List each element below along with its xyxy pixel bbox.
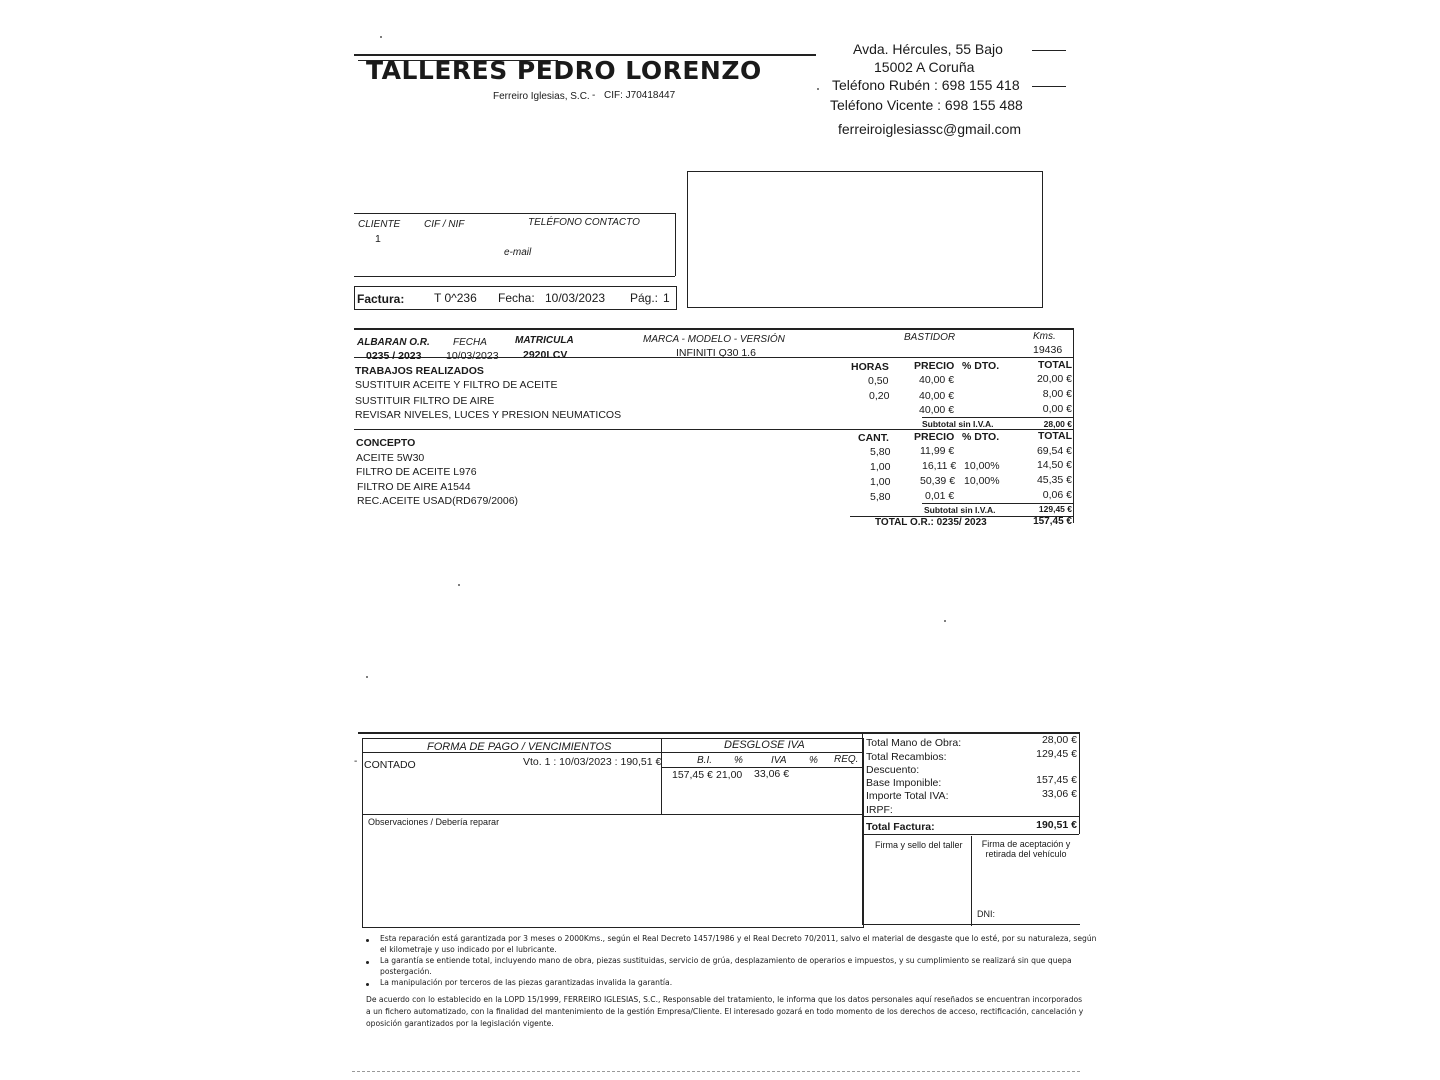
forma-pago-title: FORMA DE PAGO / VENCIMIENTOS	[427, 741, 612, 753]
totals-bottom-rule	[862, 834, 1079, 835]
concepto-header-precio: PRECIO	[914, 431, 955, 443]
albaran-header-or: ALBARAN O.R.	[357, 337, 430, 348]
footer-bullet-text: La manipulación por terceros de las piezas garantizadas invalida la garantía.	[380, 978, 673, 987]
albaran-value-or: 0235 / 2023	[366, 350, 422, 362]
trabajos-header-precio: PRECIO	[914, 360, 955, 372]
trabajos-subtotal-rule	[922, 417, 1074, 418]
pag-value: 1	[663, 291, 670, 305]
trabajos-title: TRABAJOS REALIZADOS	[355, 365, 484, 377]
client-box-right	[675, 213, 676, 276]
concepto-row-desc: FILTRO DE ACEITE L976	[356, 466, 477, 478]
email-label: e-mail	[504, 247, 532, 258]
address-window-box	[687, 171, 1043, 308]
trabajos-header-horas: HORAS	[851, 361, 889, 373]
concepto-row-total: 14,50 €	[1036, 459, 1072, 471]
totals-left-rule	[862, 734, 863, 924]
trabajo-row-total: 0,00 €	[1042, 403, 1072, 415]
albaran-value-marca: INFINITI Q30 1.6	[676, 347, 756, 359]
totals-row-label: Total Recambios:	[866, 751, 947, 763]
address-line-1: Avda. Hércules, 55 Bajo	[853, 41, 1003, 57]
total-or-value: 157,45 €	[1033, 516, 1072, 527]
concepto-row-desc: FILTRO DE AIRE A1544	[357, 481, 471, 493]
address-line-2: 15002 A Coruña	[874, 59, 975, 75]
concepto-row-precio: 0,01 €	[925, 490, 955, 502]
vencimiento-value: Vto. 1 : 10/03/2023 : 190,51 €	[523, 756, 662, 768]
concepto-row-cant: 5,80	[870, 446, 891, 458]
concepto-row-precio: 16,11 €	[922, 460, 957, 472]
forma-pago-value: CONTADO	[364, 759, 416, 771]
phone-label: TELÉFONO CONTACTO	[528, 217, 640, 228]
totals-row-value: 33,06 €	[1041, 788, 1077, 800]
albaran-value-matricula: 2920LCV	[523, 349, 568, 361]
footer-bullet-text: Esta reparación está garantizada por 3 meses o 2000Kms., según el Real Decreto 1457/1986 y el Real Decreto 70/2011, salvo el material de desgaste que lo esté, por su naturaleza, según	[380, 934, 1097, 943]
trabajo-row-desc: SUSTITUIR ACEITE Y FILTRO DE ACEITE	[355, 379, 558, 391]
signature-bottom-rule	[862, 924, 1080, 925]
totals-row-label: Descuento:	[866, 764, 920, 776]
signature-cliente-label-1: Firma de aceptación y	[981, 839, 1071, 849]
scan-speck	[944, 620, 946, 622]
lopd-text: oposición garantizados por la legislación vigente.	[366, 1019, 554, 1028]
cif-label: CIF / NIF	[424, 219, 465, 230]
fecha-label: Fecha:	[498, 291, 535, 305]
client-value: 1	[375, 233, 381, 245]
trabajo-row-desc: SUSTITUIR FILTRO DE AIRE	[355, 395, 495, 407]
trabajo-row-total: 20,00 €	[1036, 373, 1072, 385]
payment-col-divider	[661, 738, 662, 814]
company-cif: CIF: J70418447	[604, 90, 676, 101]
desglose-header-pct2: %	[809, 755, 818, 766]
signature-divider	[971, 836, 972, 926]
footer-bullet-text: La garantía se entiende total, incluyendo mano de obra, piezas sustituidas, servicio de grúa, desplazamiento de operarios e impuestos, y su cumplimiento se realizará sin que quepa	[380, 956, 1072, 965]
total-factura-label: Total Factura:	[866, 821, 935, 833]
signature-cliente-label-2: retirada del vehículo	[985, 849, 1067, 859]
totals-row-label: Total Mano de Obra:	[866, 737, 962, 749]
desglose-value-iva: 33,06 €	[754, 768, 790, 780]
company-subtitle: Ferreiro Iglesias, S.C.	[493, 91, 590, 102]
trabajo-row-horas: 0,20	[869, 390, 890, 402]
concepto-row-dto: 10,00%	[964, 460, 1000, 472]
desglose-value-pct: 21,00	[716, 769, 743, 781]
albaran-header-matricula: MATRICULA	[515, 335, 574, 346]
totals-row-value: 129,45 €	[1036, 748, 1077, 760]
footer-bullet	[366, 983, 369, 986]
concepto-header-total: TOTAL	[1038, 430, 1073, 442]
concepto-row-desc: ACEITE 5W30	[356, 452, 425, 464]
trabajos-bottom-rule	[354, 429, 1074, 430]
observaciones-rule	[362, 814, 864, 815]
factura-value: T 0^236	[434, 291, 477, 305]
trabajo-row-horas: 0,50	[868, 375, 889, 387]
total-factura-rule	[862, 816, 1079, 817]
trabajo-row-precio: 40,00 €	[919, 374, 955, 386]
bullet-dot	[817, 88, 819, 90]
concepto-row-cant: 1,00	[870, 476, 891, 488]
total-factura-value: 190,51 €	[1036, 819, 1077, 831]
scan-speck	[458, 584, 460, 586]
totals-row-value: 157,45 €	[1036, 774, 1077, 786]
albaran-right-rule	[1073, 328, 1074, 358]
factura-label: Factura:	[357, 292, 405, 306]
footer-bullet	[366, 939, 369, 942]
albaran-header-bastidor: BASTIDOR	[904, 332, 956, 343]
trabajo-row-precio: 40,00 €	[919, 390, 955, 402]
scan-speck	[380, 36, 382, 38]
albaran-value-fecha: 10/03/2023	[446, 350, 499, 362]
observaciones-label: Observaciones / Debería reparar	[368, 817, 500, 827]
desglose-header-pct: %	[734, 755, 743, 766]
concepto-subtotal-value: 129,45 €	[1038, 504, 1072, 514]
trabajo-row-desc: REVISAR NIVELES, LUCES Y PRESION NEUMATICOS	[355, 409, 622, 421]
dash-mark: -	[592, 90, 596, 101]
albaran-value-kms: 19436	[1033, 344, 1063, 356]
concepto-row-desc: REC.ACEITE USAD(RD679/2006)	[357, 495, 519, 507]
footer-bullet	[366, 961, 369, 964]
pag-label: Pág.:	[630, 291, 659, 305]
trabajos-right-rule	[1073, 357, 1074, 523]
concepto-header-cant: CANT.	[858, 432, 889, 444]
totals-row-value: 28,00 €	[1041, 734, 1077, 746]
concepto-header-dto: % DTO.	[962, 431, 1000, 443]
address-deco-rule-1	[1032, 50, 1066, 51]
albaran-top-rule	[354, 328, 1074, 330]
client-box-top	[354, 213, 675, 214]
desglose-header-bi: B.I.	[697, 755, 713, 766]
totals-row-label: IRPF:	[866, 804, 893, 816]
desglose-title: DESGLOSE IVA	[724, 739, 805, 751]
signature-taller-label: Firma y sello del taller	[875, 840, 963, 850]
trabajos-subtotal-label: Subtotal sin I.V.A.	[922, 419, 994, 429]
concepto-row-dto: 10,00%	[964, 475, 1000, 487]
phone-line-1: Teléfono Rubén : 698 155 418	[832, 77, 1020, 93]
trabajos-header-total: TOTAL	[1038, 359, 1073, 371]
concepto-row-precio: 11,99 €	[920, 445, 955, 457]
totals-right-rule	[1079, 734, 1080, 834]
fecha-value: 10/03/2023	[545, 291, 606, 305]
totals-row-label: Importe Total IVA:	[866, 790, 949, 802]
payment-top-rule	[358, 732, 1080, 734]
company-name: TALLERES PEDRO LORENZO	[366, 56, 762, 85]
client-box-bottom	[354, 276, 675, 277]
page-bottom-rule	[352, 1071, 1080, 1072]
concepto-subtotal-label: Subtotal sin I.V.A.	[924, 505, 996, 515]
dni-label: DNI:	[977, 909, 995, 919]
albaran-header-fecha: FECHA	[453, 337, 487, 348]
trabajos-subtotal-value: 28,00 €	[1043, 419, 1072, 429]
company-email: ferreiroiglesiassc@gmail.com	[838, 121, 1022, 137]
concepto-row-total: 69,54 €	[1036, 445, 1072, 457]
footer-bullet-text: el kilometraje y uso indicado por el lubricante.	[380, 945, 557, 954]
footer-bullet-text: postergación.	[380, 967, 432, 976]
concepto-row-total: 45,35 €	[1036, 474, 1072, 486]
trabajo-row-precio: 40,00 €	[919, 404, 955, 416]
concepto-row-total: 0,06 €	[1042, 489, 1072, 501]
concepto-row-cant: 5,80	[870, 491, 891, 503]
desglose-header-req: REQ.	[834, 754, 859, 765]
concepto-row-precio: 50,39 €	[920, 475, 956, 487]
total-or-label: TOTAL O.R.: 0235/ 2023	[875, 517, 987, 528]
dash-mark: -	[354, 756, 358, 767]
lopd-text: a un fichero automatizado, con la finalidad del mantenimiento de la gestión Empresa/Cliente. El interesado gozará en todo momento de los derechos de acceso, rectificación, cancelación y	[366, 1007, 1084, 1016]
phone-line-2: Teléfono Vicente : 698 155 488	[830, 97, 1023, 113]
albaran-header-marca: MARCA - MODELO - VERSIÓN	[643, 334, 785, 345]
desglose-header-iva: IVA	[771, 755, 787, 766]
address-deco-rule-2	[1032, 86, 1066, 87]
trabajo-row-total: 8,00 €	[1042, 388, 1072, 400]
desglose-value-bi: 157,45 €	[672, 769, 713, 781]
concepto-title: CONCEPTO	[356, 437, 416, 449]
client-label: CLIENTE	[358, 219, 401, 230]
trabajos-header-dto: % DTO.	[962, 360, 1000, 372]
totals-row-label: Base Imponible:	[866, 777, 942, 789]
concepto-row-cant: 1,00	[870, 461, 891, 473]
scan-speck	[366, 676, 368, 678]
lopd-text: De acuerdo con lo establecido en la LOPD 15/1999, FERREIRO IGLESIAS, S.C., Responsable del tratamiento, le informa que los datos personales aquí reseñados se encuentran incorporados	[366, 995, 1083, 1004]
albaran-header-kms: Kms.	[1033, 331, 1056, 342]
